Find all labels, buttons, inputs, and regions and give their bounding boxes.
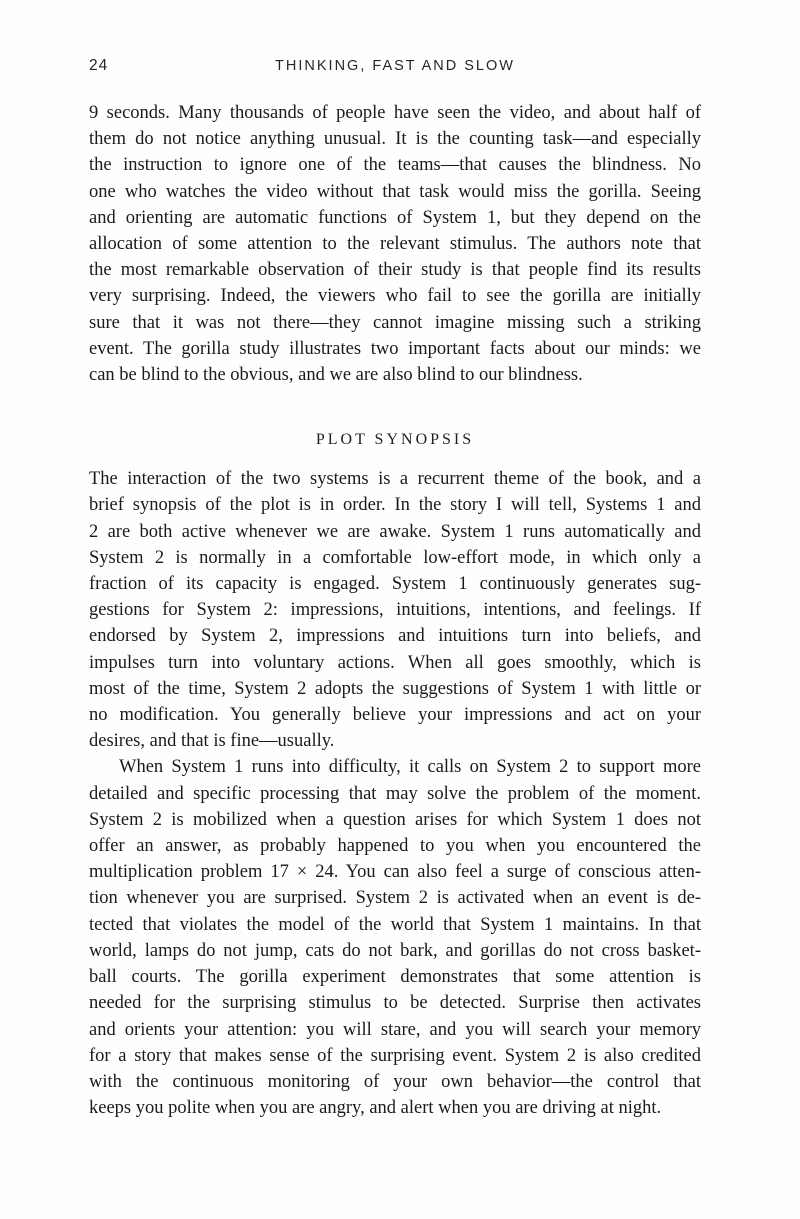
text-line: System 2 is normally in a comfortable low-effort mode, in which only a [89, 547, 701, 568]
text-line: gestions for System 2: impressions, intuitions, intentions, and feelings. If [89, 600, 701, 621]
text-line: and orienting are automatic functions of System 1, but they depend on the [89, 207, 701, 228]
text-line: one who watches the video without that task would miss the gorilla. Seeing [89, 181, 701, 202]
text-line: multiplication problem 17 × 24. You can also feel a surge of conscious atten- [89, 862, 701, 883]
text-line: tected that violates the model of the world that System 1 maintains. In that [89, 914, 701, 935]
text-line: very surprising. Indeed, the viewers who fail to see the gorilla are initially [89, 286, 701, 307]
text-line: for a story that makes sense of the surprising event. System 2 is also credited [89, 1045, 701, 1066]
text-line: event. The gorilla study illustrates two important facts about our minds: we [89, 338, 701, 359]
text-line: allocation of some attention to the relevant stimulus. The authors note that [89, 234, 701, 255]
paragraph-gorilla-study [89, 100, 701, 388]
text-line: 9 seconds. Many thousands of people have seen the video, and about half of [89, 103, 701, 123]
body-text [89, 100, 701, 1121]
paragraph-system2-difficulty [89, 754, 701, 1121]
text-line: When System 1 runs into difficulty, it calls on System 2 to support more [119, 757, 701, 778]
text-line: the instruction to ignore one of the teams—that causes the blindness. No [89, 155, 701, 176]
text-line: no modification. You generally believe your impressions and act on your [89, 705, 701, 726]
text-line: fraction of its capacity is engaged. System 1 continuously generates sug- [89, 574, 701, 595]
text-line: System 2 is mobilized when a question arises for which System 1 does not [89, 809, 701, 830]
page-number: 24 [89, 57, 109, 74]
text-line: them do not notice anything unusual. It is the counting task—and especially [89, 129, 701, 150]
text-line: needed for the surprising stimulus to be detected. Surprise then activates [89, 993, 701, 1014]
text-line: 2 are both active whenever we are awake. System 1 runs automatically and [89, 521, 701, 542]
text-line: keeps you polite when you are angry, and alert when you are driving at night. [89, 1098, 662, 1119]
text-line: most of the time, System 2 adopts the suggestions of System 1 with little or [89, 678, 701, 699]
running-header-title: THINKING, FAST AND SLOW [275, 58, 515, 74]
text-line: The interaction of the two systems is a recurrent theme of the book, and a [89, 469, 701, 490]
text-line: detailed and specific processing that may solve the problem of the moment. [89, 783, 701, 804]
text-line: tion whenever you are surprised. System 2 is activated when an event is de- [89, 888, 701, 909]
text-line: sure that it was not there—they cannot imagine missing such a striking [89, 312, 701, 333]
paragraph-plot-synopsis [89, 466, 701, 754]
text-line: desires, and that is fine—usually. [89, 731, 335, 752]
text-line: can be blind to the obvious, and we are also blind to our blindness. [89, 365, 583, 386]
text-line: offer an answer, as probably happened to you when you encountered the [89, 836, 701, 857]
text-line: impulses turn into voluntary actions. When all goes smoothly, which is [89, 652, 701, 673]
text-line: world, lamps do not jump, cats do not bark, and gorillas do not cross basket- [89, 940, 701, 961]
text-line: with the continuous monitoring of your own behavior—the control that [89, 1071, 701, 1092]
text-line: and orients your attention: you will stare, and you will search your memory [89, 1019, 701, 1040]
text-line: the most remarkable observation of their study is that people find its results [89, 260, 701, 281]
text-line: endorsed by System 2, impressions and intuitions turn into beliefs, and [89, 626, 701, 647]
running-head [89, 57, 701, 75]
text-line: ball courts. The gorilla experiment demonstrates that some attention is [89, 967, 701, 988]
section-heading: PLOT SYNOPSIS [315, 431, 475, 449]
text-line: brief synopsis of the plot is in order. In the story I will tell, Systems 1 and [89, 495, 701, 516]
